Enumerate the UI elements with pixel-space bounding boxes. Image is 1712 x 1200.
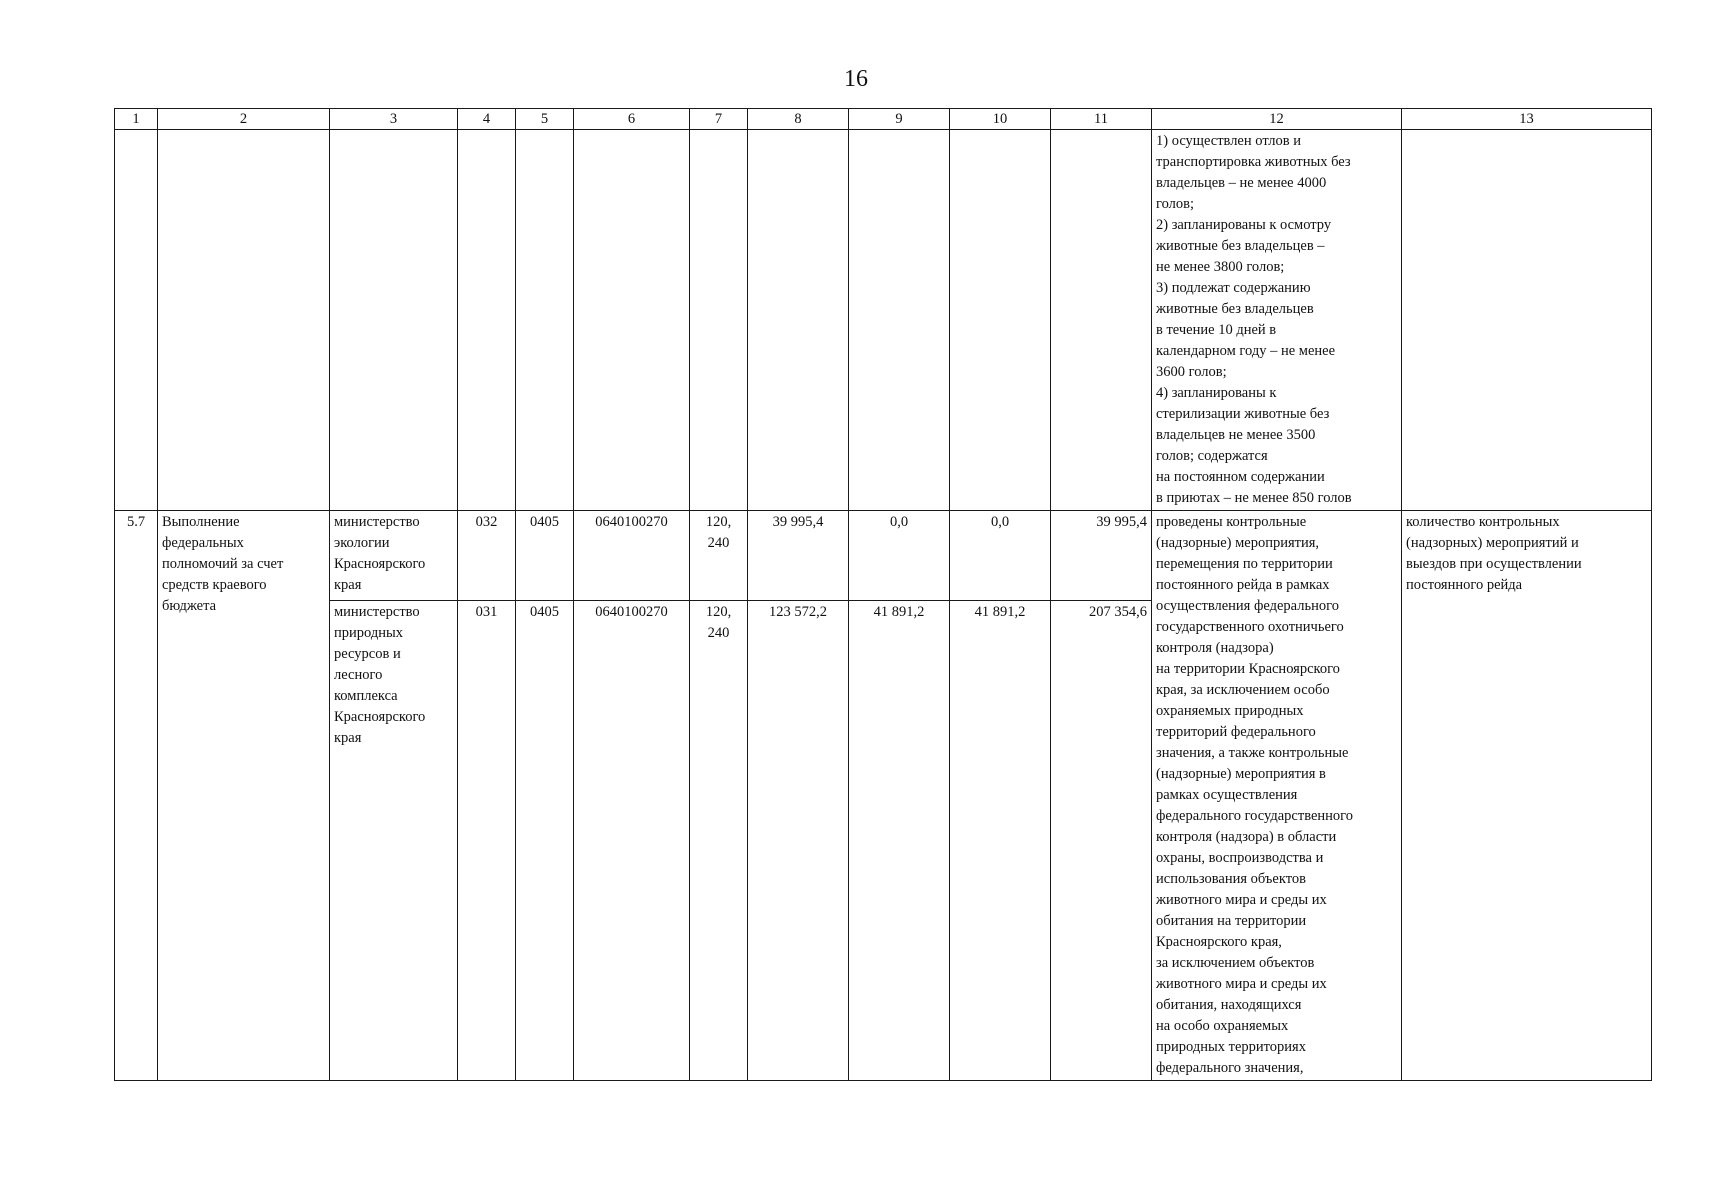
continuation-results-cell	[1152, 130, 1402, 511]
col-header-10: 10	[950, 109, 1051, 130]
text-line: на особо охраняемых	[1156, 1018, 1289, 1034]
text-line: голов; содержатся	[1156, 448, 1268, 464]
text-line: владельцев не менее 3500	[1156, 427, 1316, 443]
col-header-4: 4	[458, 109, 516, 130]
text-line: обитания, находящихся	[1156, 997, 1302, 1013]
text-line: края, за исключением особо	[1156, 682, 1330, 698]
text-line: животного мира и среды их	[1156, 892, 1327, 908]
text-line: 240	[707, 624, 730, 641]
text-line: постоянного рейда в рамках	[1156, 577, 1330, 593]
text-line: на постоянном содержании	[1156, 469, 1325, 485]
text-line: (надзорных) мероприятий и	[1406, 535, 1579, 551]
text-line: Красноярского	[334, 556, 426, 572]
continuation-row	[115, 130, 1652, 511]
text-line: полномочий за счет	[162, 556, 284, 572]
cell	[574, 130, 690, 511]
text-line: обитания на территории	[1156, 913, 1307, 929]
executor-ecology	[330, 511, 458, 601]
text-line: в течение 10 дней в	[1156, 322, 1277, 338]
text-line: федеральных	[162, 535, 244, 551]
amount-total: 39 995,4	[1051, 511, 1152, 601]
text-line: 4) запланированы к	[1156, 385, 1277, 401]
text-line: природных территориях	[1156, 1039, 1306, 1055]
code-rzpr: 0405	[516, 600, 574, 1080]
cell	[458, 130, 516, 511]
text-line: использования объектов	[1156, 871, 1306, 887]
cell	[748, 130, 849, 511]
text-line: министерство	[334, 603, 420, 620]
text-line: голов;	[1156, 196, 1195, 212]
amount-col10: 0,0	[950, 511, 1051, 601]
col-header-8: 8	[748, 109, 849, 130]
code-vr	[690, 600, 748, 1080]
text-line: ресурсов и	[334, 645, 401, 662]
col-header-1: 1	[115, 109, 158, 130]
col-header-3: 3	[330, 109, 458, 130]
text-line: федерального государственного	[1156, 808, 1354, 824]
col-header-6: 6	[574, 109, 690, 130]
text-line: контроля (надзора) в области	[1156, 829, 1337, 845]
text-line: осуществления федерального	[1156, 598, 1339, 614]
text-line: лесного	[334, 666, 383, 683]
cell	[690, 130, 748, 511]
cell	[849, 130, 950, 511]
text-line: животные без владельцев	[1156, 301, 1314, 317]
code-vr	[690, 511, 748, 601]
text-line: бюджета	[162, 598, 217, 614]
col-header-7: 7	[690, 109, 748, 130]
cell	[516, 130, 574, 511]
text-line: Выполнение	[162, 514, 240, 530]
text-line: экологии	[334, 535, 390, 551]
text-line: постоянного рейда	[1406, 577, 1523, 593]
amount-col8: 123 572,2	[748, 600, 849, 1080]
indicator	[1402, 511, 1652, 1081]
text-line: выездов при осуществлении	[1406, 556, 1582, 572]
code-csr: 0640100270	[574, 511, 690, 601]
measure-name	[158, 511, 330, 1081]
text-line: федерального значения,	[1156, 1060, 1304, 1076]
text-line: контроля (надзора)	[1156, 640, 1274, 656]
text-line: (надзорные) мероприятия в	[1156, 766, 1326, 782]
cell	[1051, 130, 1152, 511]
cell	[330, 130, 458, 511]
text-line: животного мира и среды их	[1156, 976, 1327, 992]
expected-results	[1152, 511, 1402, 1081]
text-line: Красноярского	[334, 708, 426, 725]
text-line: рамках осуществления	[1156, 787, 1298, 803]
amount-col8: 39 995,4	[748, 511, 849, 601]
text-line: комплекса	[334, 687, 398, 704]
col-header-11: 11	[1051, 109, 1152, 130]
text-line: 3) подлежат содержанию	[1156, 280, 1311, 296]
cell	[1402, 130, 1652, 511]
amount-col9: 0,0	[849, 511, 950, 601]
text-line: в приютах – не менее 850 голов	[1156, 490, 1352, 506]
text-line: 3600 голов;	[1156, 364, 1227, 380]
cell	[158, 130, 330, 511]
text-line: края	[334, 729, 362, 746]
text-line: (надзорные) мероприятия,	[1156, 535, 1320, 551]
text-line: 240	[707, 535, 730, 551]
text-line: перемещения по территории	[1156, 556, 1333, 572]
text-line: значения, а также контрольные	[1156, 745, 1349, 761]
text-line: количество контрольных	[1406, 514, 1560, 530]
amount-col10: 41 891,2	[950, 600, 1051, 1080]
text-line: 1) осуществлен отлов и	[1156, 133, 1302, 149]
text-line: 120,	[705, 603, 732, 620]
code-grbs: 032	[458, 511, 516, 601]
text-line: 120,	[705, 514, 732, 530]
header-row	[115, 109, 1652, 130]
text-line: на территории Красноярского	[1156, 661, 1340, 677]
text-line: края	[334, 577, 362, 593]
text-line: проведены контрольные	[1156, 514, 1307, 530]
text-line: 2) запланированы к осмотру	[1156, 217, 1332, 233]
budget-table	[114, 108, 1652, 1081]
page-number: 16	[844, 66, 868, 92]
text-line: природных	[334, 624, 403, 641]
code-rzpr: 0405	[516, 511, 574, 601]
text-line: охраны, воспроизводства и	[1156, 850, 1324, 866]
text-line: владельцев – не менее 4000	[1156, 175, 1327, 191]
cell	[950, 130, 1051, 511]
text-line: за исключением объектов	[1156, 955, 1315, 971]
text-line: не менее 3800 голов;	[1156, 259, 1285, 275]
amount-total: 207 354,6	[1051, 600, 1152, 1080]
text-line: государственного охотничьего	[1156, 619, 1344, 635]
cell	[115, 130, 158, 511]
row-number: 5.7	[115, 511, 158, 1081]
text-line: министерство	[334, 514, 420, 530]
text-line: территорий федерального	[1156, 724, 1316, 740]
text-line: Красноярского края,	[1156, 934, 1282, 950]
col-header-2: 2	[158, 109, 330, 130]
text-line: средств краевого	[162, 577, 267, 593]
row-5-7-sub-a	[115, 511, 1652, 601]
col-header-12: 12	[1152, 109, 1402, 130]
text-line: животные без владельцев –	[1156, 238, 1325, 254]
text-line: транспортировка животных без	[1156, 154, 1351, 170]
text-line: стерилизации животные без	[1156, 406, 1330, 422]
text-line: календарном году – не менее	[1156, 343, 1336, 359]
col-header-13: 13	[1402, 109, 1652, 130]
text-line: охраняемых природных	[1156, 703, 1304, 719]
col-header-9: 9	[849, 109, 950, 130]
code-grbs: 031	[458, 600, 516, 1080]
col-header-5: 5	[516, 109, 574, 130]
amount-col9: 41 891,2	[849, 600, 950, 1080]
executor-natural-resources	[330, 600, 458, 1080]
code-csr: 0640100270	[574, 600, 690, 1080]
